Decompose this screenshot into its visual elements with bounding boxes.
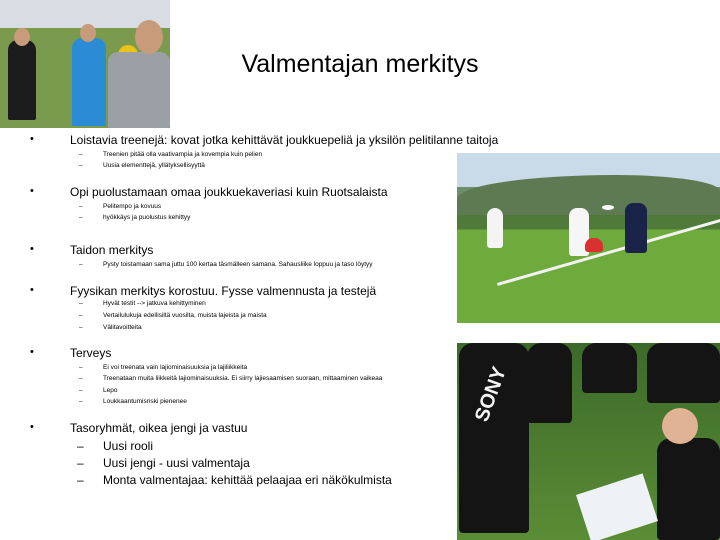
sub-bullet: – Ei voi treenata vain lajiominaisuuksia ja lajiliikkeita — [79, 364, 248, 371]
sub-bullet: – hyökkäys ja puolustus kehittyy — [79, 214, 191, 221]
bullet-training: • Loistavia treenejä: kovat jotka kehittävät joukkuepeliä ja yksilön pelitilanne taitoja — [30, 133, 499, 147]
shirt-logo-text: SONY — [470, 363, 511, 425]
sub-bullet: – Välitavoitteita — [79, 324, 142, 331]
sub-bullet: – Lepo — [79, 387, 118, 394]
bullet-physical: • Fyysikan merkitys korostuu. Fysse valmennusta ja testejä — [30, 284, 377, 298]
sub-bullet: – Treenien pitää olla vaativampia ja kovempia kuin pelien — [79, 151, 263, 158]
bullet-health: • Terveys — [30, 346, 112, 360]
sub-bullet: – Monta valmentajaa: kehittää pelaajaa eri näkökulmista — [77, 473, 392, 487]
bullet-defense: • Opi puolustamaan omaa joukkuekaveriasi kuin Ruotsalaista — [30, 185, 388, 199]
sub-bullet: – Pysty toistamaan sama juttu 100 kertaa täsmälleen samana. Sahausliike loppuu ja taso löytyy — [79, 261, 373, 268]
bullet-skill: • Taidon merkitys — [30, 243, 154, 257]
sub-bullet: – Uusia elementtejä, yllätyksellisyyttä — [79, 162, 205, 169]
coaches-photo — [0, 0, 170, 128]
sub-bullet: – Uusi jengi - uusi valmentaja — [77, 456, 250, 470]
sub-bullet: – Uusi rooli — [77, 439, 154, 453]
frisbee-game-photo — [457, 153, 720, 323]
bullet-groups: • Tasoryhmät, oikea jengi ja vastuu — [30, 421, 248, 435]
sub-bullet: – Pelitempo ja kovuus — [79, 203, 162, 210]
sub-bullet: – Hyvät testit --> jatkuva kehittyminen — [79, 300, 206, 307]
slide-title: Valmentajan merkitys — [241, 50, 479, 78]
sub-bullet: – Vertailulukuja edellisiltä vuosilta, muista lajeista ja maista — [79, 312, 267, 319]
sub-bullet: – Treenataan muita liikkeitä lajiominaisuuksia. Ei siirry lajiesaamisen suoraan, mittaaminen vaikeaa — [79, 375, 383, 382]
team-photo — [457, 343, 720, 540]
sub-bullet: – Loukkaantumisriski pienenee — [79, 398, 187, 405]
